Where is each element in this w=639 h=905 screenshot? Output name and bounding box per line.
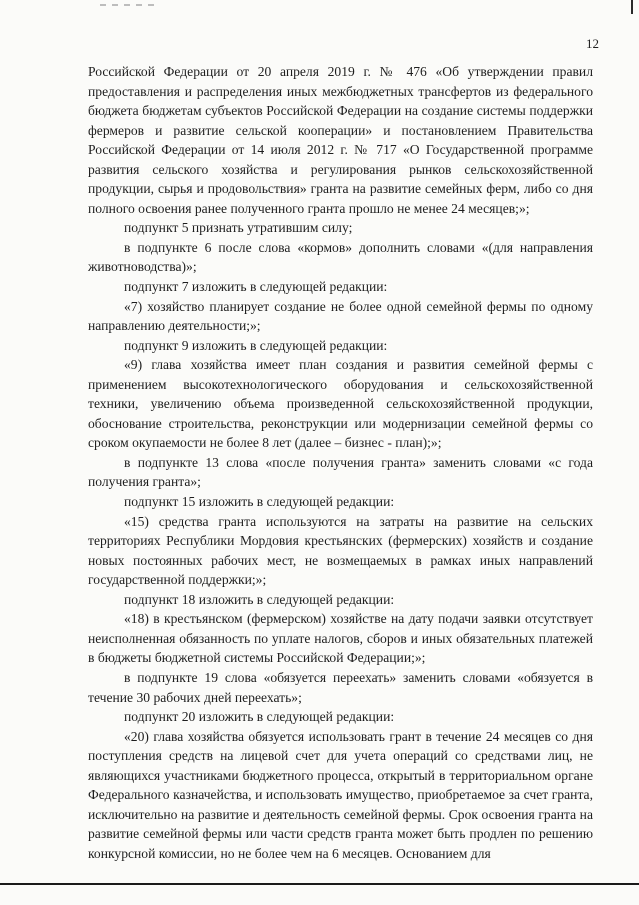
paragraph: подпункт 9 изложить в следующей редакции:	[124, 337, 388, 353]
paragraph: подпункт 15 изложить в следующей редакции:	[124, 494, 395, 510]
paragraph: Российской Федерации от 20 апреля 2019 г. № 476 «Об утверждении правил предоставления и распределения иных межбюджетных трансфертов из федерального бюджета бюджетам субъектов Российской Федерации на создание системы поддержки фермеров и развитие сельской кооперации» и постановлением Правительства Российской Федерации от 14 июля 2012 г. № 717 «О Государственной программе развития сельского хозяйства и регулирования рынков сельскохозяйственной продукции, сырья и продовольствия» гранта на развитие семейных ферм, либо со дня полного освоения ранее полученного гранта прошло не менее 24 месяцев;»;	[88, 64, 593, 216]
page-number: 12	[586, 36, 599, 51]
paragraph: подпункт 5 признать утратившим силу;	[124, 220, 353, 236]
paragraph: «7) хозяйство планирует создание не более одной семейной фермы по одному направлению деятельности;»;	[88, 298, 593, 334]
paragraph: подпункт 20 изложить в следующей редакции:	[124, 709, 395, 725]
document-body	[88, 62, 593, 863]
scan-edge-mark	[631, 0, 633, 14]
paragraph: в подпункте 6 после слова «кормов» дополнить словами «(для направления животноводства)»;	[88, 239, 593, 275]
scan-artifact	[100, 4, 160, 6]
paragraph: «15) средства гранта используются на затраты на развитие на сельских территориях Республики Мордовия крестьянских (фермерских) хозяйств и создание новых постоянных рабочих мест, не возмещаемых в рамках иных направлений государственной поддержки;»;	[88, 513, 593, 588]
paragraph: «20) глава хозяйства обязуется использовать грант в течение 24 месяцев со дня поступления средств на лицевой счет для учета операций со средствами лиц, не являющихся участниками бюджетного процесса, открытый в территориальном органе Федерального казначейства, и использовать имущество, приобретаемое за счет гранта, исключительно на развитие и деятельность семейной фермы. Срок освоения гранта на развитие семейной фермы или части средств гранта может быть продлен по решению конкурсной комиссии, но не более чем на 6 месяцев. Основанием для	[88, 728, 593, 861]
paragraph: «9) глава хозяйства имеет план создания и развития семейной фермы с применением высокотехнологического оборудования и сельскохозяйственной техники, увеличению объема произведенной сельскохозяйственной продукции, обоснование строительства, реконструкции или модернизации семейной фермы со сроком окупаемости не более 8 лет (далее – бизнес - план);»;	[88, 357, 593, 451]
paragraph: подпункт 18 изложить в следующей редакции:	[124, 591, 395, 607]
paragraph: «18) в крестьянском (фермерском) хозяйстве на дату подачи заявки отсутствует неисполненная обязанность по уплате налогов, сборов и иных обязательных платежей в бюджеты бюджетной системы Российской Федерации;»;	[88, 611, 593, 666]
paragraph: в подпункте 19 слова «обязуется переехать» заменить словами «обязуется в течение 30 рабочих дней переехать»;	[88, 669, 593, 705]
page-bottom-border	[0, 883, 639, 885]
paragraph: подпункт 7 изложить в следующей редакции:	[124, 279, 388, 295]
paragraph: в подпункте 13 слова «после получения гранта» заменить словами «с года получения гранта»;	[88, 454, 593, 490]
